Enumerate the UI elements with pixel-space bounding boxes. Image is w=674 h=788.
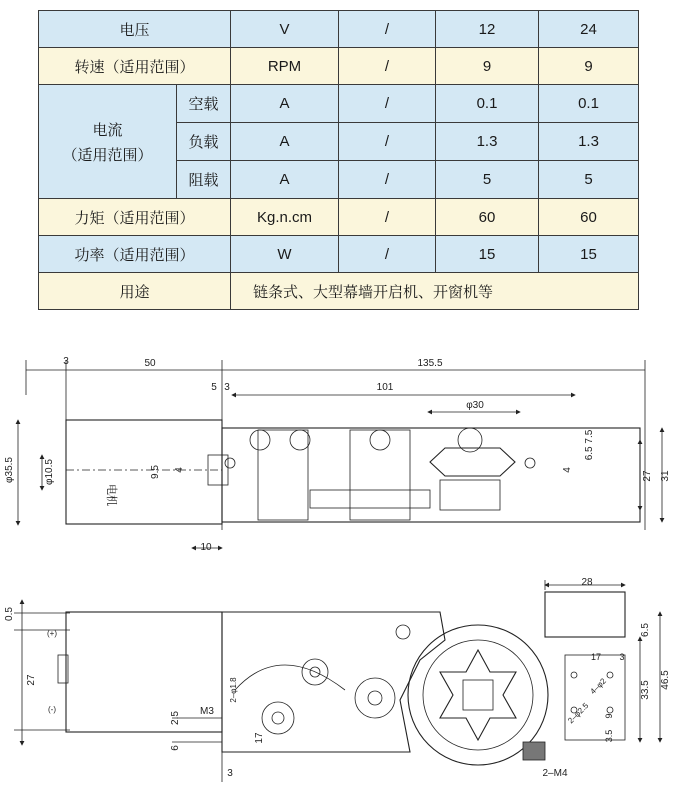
stall-label: 阻载 <box>177 161 231 199</box>
terminal-minus: (-) <box>48 705 56 714</box>
spec-table <box>38 10 639 310</box>
speed-label: 转速（适用范围） <box>39 48 231 85</box>
power-label: 功率（适用范围） <box>39 236 231 273</box>
dim-6: 6 <box>170 745 181 751</box>
voltage-label: 电压 <box>39 11 231 48</box>
load-label: 负载 <box>177 123 231 161</box>
dim-4a: 4 <box>174 467 185 473</box>
speed-unit: RPM <box>231 48 339 85</box>
dim-5: 5 <box>211 382 217 393</box>
voltage-12v: 12 <box>436 11 539 48</box>
speed-24v: 9 <box>539 48 639 85</box>
power-unit: W <box>231 236 339 273</box>
dim-9-5: 9.5 <box>150 465 161 479</box>
dim-6-5: 6.5 <box>584 446 595 461</box>
dim-3-bracket: 3 <box>619 652 625 662</box>
row-power <box>39 236 639 273</box>
load-24v: 1.3 <box>539 123 639 161</box>
dim-10: 10 <box>200 542 212 553</box>
dim-9: 9 <box>604 713 614 719</box>
torque-label: 力矩（适用范围） <box>39 199 231 236</box>
load-sep: / <box>339 123 436 161</box>
row-voltage <box>39 11 639 48</box>
stall-sep: / <box>339 161 436 199</box>
dim-31: 31 <box>660 470 671 482</box>
technical-drawing <box>0 340 674 788</box>
dim-101: 101 <box>376 382 394 393</box>
current-label <box>39 85 177 199</box>
stall-unit: A <box>231 161 339 199</box>
dim-17-bracket: 17 <box>590 652 602 662</box>
row-usage <box>39 273 639 310</box>
usage-value: 链条式、大型幕墙开启机、开窗机等 <box>231 273 639 310</box>
dim-m3: M3 <box>200 706 214 717</box>
noload-24v: 0.1 <box>539 85 639 123</box>
stall-12v: 5 <box>436 161 539 199</box>
dim-28: 28 <box>581 577 593 588</box>
dim-46-5: 46.5 <box>660 670 671 690</box>
dim-2-m4: 2–M4 <box>542 768 568 779</box>
dim-phi30: φ30 <box>466 400 484 411</box>
dim-135-5: 135.5 <box>417 358 443 369</box>
dim-0-5: 0.5 <box>4 607 15 621</box>
dim-3-side: 3 <box>227 768 233 779</box>
dim-6-5-7-5 <box>584 429 595 460</box>
row-speed <box>39 48 639 85</box>
voltage-24v: 24 <box>539 11 639 48</box>
speed-sep: / <box>339 48 436 85</box>
load-12v: 1.3 <box>436 123 539 161</box>
dim-phi35-5: φ35.5 <box>4 457 15 483</box>
dim-50: 50 <box>144 358 156 369</box>
hole-2-phi1-8: 2–φ1.8 <box>229 677 238 703</box>
dim-33-5: 33.5 <box>640 680 651 700</box>
power-12v: 15 <box>436 236 539 273</box>
motor-label: 电机 <box>105 484 117 506</box>
hole-4-phi2: 4–φ2 <box>588 676 608 696</box>
power-sep: / <box>339 236 436 273</box>
voltage-unit: V <box>231 11 339 48</box>
torque-unit: Kg.n.cm <box>231 199 339 236</box>
row-current-noload <box>39 85 639 123</box>
current-label-line2: （适用范围） <box>62 146 153 164</box>
torque-12v: 60 <box>436 199 539 236</box>
noload-unit: A <box>231 85 339 123</box>
current-label-line1: 电流 <box>92 121 123 139</box>
dim-2-5: 2.5 <box>170 711 181 725</box>
dim-27-side: 27 <box>26 674 37 686</box>
side-view <box>14 580 660 782</box>
torque-24v: 60 <box>539 199 639 236</box>
speed-12v: 9 <box>436 48 539 85</box>
hole-2-phi2-5: 2–φ2.5 <box>566 701 591 726</box>
dim-3-top: 3 <box>63 356 69 367</box>
torque-sep: / <box>339 199 436 236</box>
dim-27-top: 27 <box>642 470 653 482</box>
side-view-dimensions <box>4 577 671 779</box>
power-24v: 15 <box>539 236 639 273</box>
row-torque <box>39 199 639 236</box>
dim-6-5-side: 6.5 <box>640 623 651 637</box>
terminal-plus: (+) <box>47 629 57 638</box>
noload-12v: 0.1 <box>436 85 539 123</box>
load-unit: A <box>231 123 339 161</box>
dim-phi10-5: φ10.5 <box>44 459 55 485</box>
stall-24v: 5 <box>539 161 639 199</box>
dim-3-5: 3.5 <box>604 729 614 743</box>
noload-label: 空载 <box>177 85 231 123</box>
voltage-sep: / <box>339 11 436 48</box>
noload-sep: / <box>339 85 436 123</box>
dim-4b: 4 <box>562 467 573 473</box>
dim-17-side: 17 <box>254 732 265 744</box>
usage-label: 用途 <box>39 273 231 310</box>
dim-7-5: 7.5 <box>584 429 595 444</box>
top-view <box>18 360 662 548</box>
dim-3b: 3 <box>224 382 230 393</box>
